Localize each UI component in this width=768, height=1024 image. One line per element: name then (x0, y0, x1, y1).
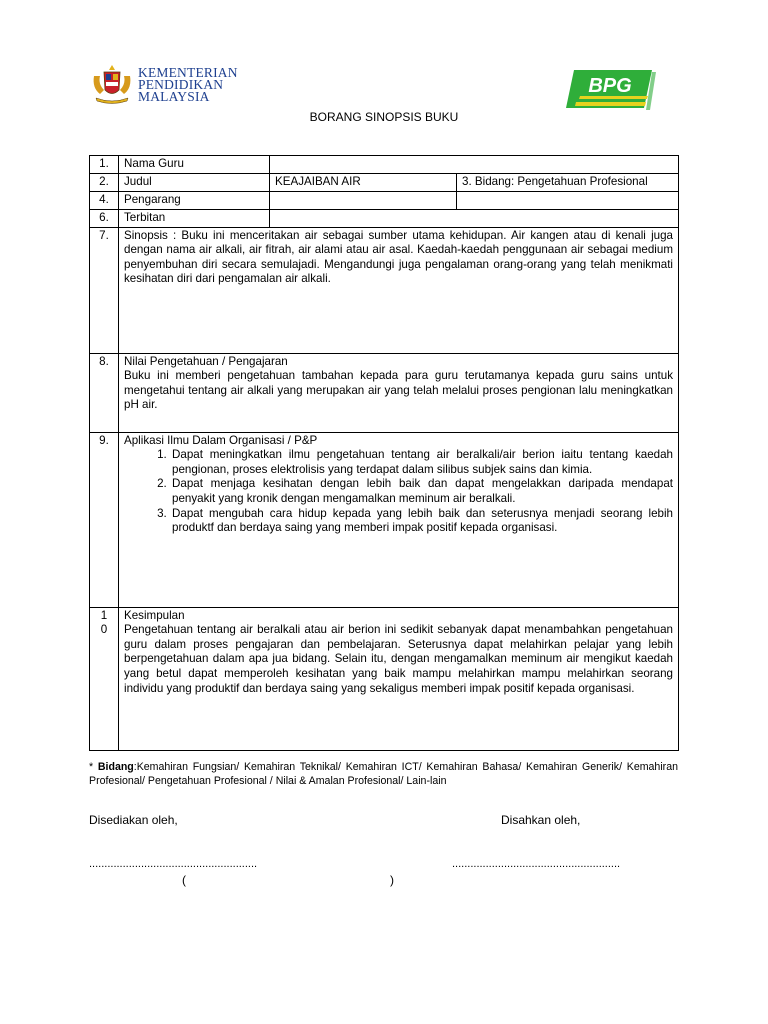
row-number (90, 607, 119, 750)
row-nilai (90, 353, 679, 432)
footnote-label: Bidang (97, 761, 134, 773)
coat-of-arms-icon (90, 64, 134, 106)
row-nama-guru (90, 156, 679, 174)
aplikasi-heading: Aplikasi Ilmu Dalam Organisasi / P&P (124, 433, 318, 447)
row-pengarang (90, 191, 679, 209)
row-number: 8. (90, 353, 119, 432)
bpg-logo (566, 68, 658, 112)
bpg-logo-text: BPG (588, 75, 632, 97)
ministry-line-1: KEMENTERIAN (138, 65, 238, 80)
sinopsis-text[interactable]: Sinopsis : Buku ini menceritakan air sebagai sumber utama kehidupan. Air kangen atau di kenali juga dengan nama air alkali, air fitrah, air alami atau air asal. Kaedah-kaedah penggunaan air sebagai medium penyembuhan diri secara semulajadi. Mengandungi juga pengalaman orang-orang yang telah menikmati kesihatan diri dari pengamalan air alkali. (119, 227, 679, 353)
pengarang-value[interactable] (270, 191, 457, 209)
page-title: BORANG SINOPSIS BUKU (309, 110, 459, 124)
judul-value[interactable]: KEAJAIBAN AIR (270, 173, 457, 191)
row-judul (90, 173, 679, 191)
ministry-line-3: MALAYSIA (138, 89, 210, 104)
footnote-prefix: * (89, 761, 98, 773)
pengarang-extra[interactable] (457, 191, 679, 209)
nilai-cell[interactable] (119, 353, 679, 432)
approved-by-signature-line[interactable]: ....................................................... (452, 858, 621, 870)
row-kesimpulan (90, 607, 679, 750)
field-label: Terbitan (119, 209, 270, 227)
row-number: 2. (90, 173, 119, 191)
aplikasi-list (124, 448, 673, 536)
row-number: 6. (90, 209, 119, 227)
row-number-top: 1 (100, 608, 108, 622)
terbitan-value[interactable] (270, 209, 679, 227)
field-label: Pengarang (119, 191, 270, 209)
prepared-by-label: Disediakan oleh, (89, 813, 178, 827)
row-number: 9. (90, 432, 119, 607)
nilai-text: Buku ini memberi pengetahuan tambahan kepada para guru terutamanya kepada guru sains untuk mengetahui tentang air alkali yang merupakan air yang telah melalui proses pengionan lalu meningkatkan pH air. (124, 369, 673, 412)
row-number: 7. (90, 227, 119, 353)
name-paren-close: ) (390, 873, 394, 887)
synopsis-form (89, 155, 679, 751)
ministry-line-2: PENDIDIKAN (138, 77, 224, 92)
row-number: 1. (90, 156, 119, 174)
row-number: 4. (90, 191, 119, 209)
name-paren-open: ( (182, 873, 186, 887)
kesimpulan-heading: Kesimpulan (124, 608, 185, 622)
ministry-name (138, 67, 238, 103)
row-sinopsis (90, 227, 679, 353)
kesimpulan-text: Pengetahuan tentang air beralkali atau air berion ini sedikit sebanyak dapat menambahkan pengetahuan guru dalam proses pengajaran dan pembelajaran. Seterusnya dapat melahirkan pelajar yang lebih berpengetahuan dalam apa jua bidang. Selain itu, dengan mengamalkan meminum air mengikut kaedah yang betul dapat memperoleh kesihatan yang baik mampu melahirkan mampu melahirkan seorang individu yang produktif dan berdaya saing yang sekaligus memberi impak positif kepada organisasi. (124, 623, 673, 695)
bidang-footnote (89, 760, 678, 788)
list-item: 1. Dapat meningkatkan ilmu pengetahuan tentang air beralkali/air berion iaitu tentang kaedah pengionan, proses elektrolisis yang terdapat dalam silibus subjek sains dan kimia. (170, 448, 673, 477)
row-terbitan (90, 209, 679, 227)
approved-by-label: Disahkan oleh, (501, 813, 581, 827)
nilai-heading: Nilai Pengetahuan / Pengajaran (124, 354, 288, 368)
footnote-text: :Kemahiran Fungsian/ Kemahiran Teknikal/ Kemahiran ICT/ Kemahiran Bahasa/ Kemahiran Generik/ Kemahiran Profesional/ Pengetahuan Profesional / Nilai & Amalan Profesional/ Lain-lain (89, 761, 678, 787)
nama-guru-value[interactable] (270, 156, 679, 174)
prepared-by-signature-line[interactable]: ....................................................... (89, 858, 258, 870)
ministry-logo (90, 64, 250, 108)
list-item: 3. Dapat mengubah cara hidup kepada yang lebih baik dan seterusnya menjadi seorang lebih produktf dan berdaya saing yang memberi impak positif kepada organisasi. (170, 507, 673, 536)
kesimpulan-cell[interactable] (119, 607, 679, 750)
list-item: 2. Dapat menjaga kesihatan dengan lebih baik dan dapat mengelakkan daripada mendapat penyakit yang kronik dengan mengamalkan meminum air beralkali. (170, 477, 673, 506)
aplikasi-cell[interactable] (119, 432, 679, 607)
row-number-bottom: 0 (100, 623, 108, 637)
bidang-value[interactable]: 3. Bidang: Pengetahuan Profesional (457, 173, 679, 191)
row-aplikasi (90, 432, 679, 607)
field-label: Judul (119, 173, 270, 191)
field-label: Nama Guru (119, 156, 270, 174)
